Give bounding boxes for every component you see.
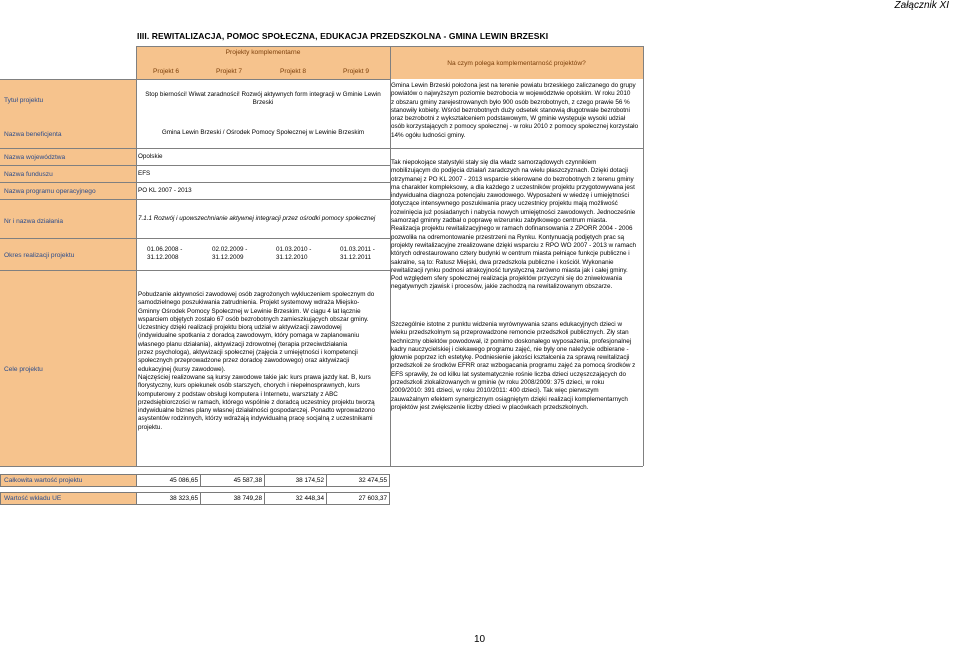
goals-line: społecznych przeprowadzone przez doradcę zawodowego) oraz aktywizacji [138, 357, 350, 365]
beneficiary-value: Gmina Lewin Brzeski / Ośrodek Pomocy Społecznej w Lewinie Brzeskim [161, 129, 365, 136]
divider [0, 182, 390, 183]
period-4 [340, 246, 375, 263]
text-line: indywidualna diagnoza potencjału zawodowego. Wyposażeni w wiedzę i umiejętności [391, 192, 629, 200]
text-line: stanowiły kobiety. Wśród bezrobotnych duży odsetek stanowią długotrwale bezrobotni [391, 106, 630, 114]
page-number: 10 [474, 634, 486, 645]
divider [0, 148, 643, 149]
goals-line: własnego planu działania), aktywizacji zdrowotnej (terapia przeciwdziałania [138, 340, 348, 348]
goals-line: samodzielnego poszukiwania zatrudnienia. Projekt systemowy wdraża Miejsko- [138, 299, 360, 307]
text-line: głownie poprzez ich estetykę. Podniesienie jakości kształcenia za sprawą rewitalizacji [391, 354, 630, 362]
period-3 [276, 246, 311, 263]
goals-line: edukacyjnej (kursy zawodowe). [138, 365, 226, 373]
text-line: rewitalizacji rynku podnosi atrakcyjność turystyczną zarówno miasta jak i całej gminy. [391, 266, 628, 274]
text-line: których odrestaurowano cztery budynki w centrum miasta pełniące funkcje publiczne i [391, 250, 630, 258]
period-1-start: 01.06.2008 - [147, 246, 183, 253]
goals-line: indywidualne biznes plany własnej działalności gospodarczej. Ponadto wprowadzono [138, 407, 375, 415]
voivodeship-value: Opolskie [138, 153, 163, 160]
total-value-4: 32 474,55 [326, 474, 390, 487]
period-2-start: 02.02.2009 - [212, 246, 248, 253]
divider [136, 46, 137, 466]
text-line: sakralne, są to: Ratusz Miejski, dwa przedszkola publiczne i kościół. Wykonanie [391, 258, 614, 266]
project-6-heading: Projekt 6 [153, 68, 180, 75]
goals-text [138, 291, 390, 432]
text-line: kadry nauczycielskiej i ciekawego programu zajęć, nie były one należycie odbierane - [391, 345, 629, 353]
goals-line: Pobudzanie aktywności zawodowej osób zagrożonych wykluczeniem społecznym do [138, 291, 375, 298]
label-voivodeship: Nazwa województwa [4, 154, 66, 161]
goals-line: florystyczny, kurs opiekunek osób starszych, chorych i niepełnosprawnych, kurs [138, 382, 360, 390]
divider [0, 238, 390, 239]
text-line: 14% ogółu ludności gminy. [391, 131, 466, 139]
program-value: PO KL 2007 - 2013 [138, 187, 192, 194]
label-action: Nr i nazwa działania [4, 218, 64, 225]
text-line: rozwinięcia już posiadanych i nabycia nowych umiejętności zawodowych. Jednocześnie [391, 208, 636, 216]
divider [0, 199, 390, 200]
project-7-heading: Projekt 7 [216, 68, 243, 75]
complementarity-paragraph-2 [391, 159, 643, 292]
period-4-start: 01.03.2011 - [340, 246, 375, 253]
goals-line: (indywidualne spotkania z doradcą zawodowym, który pomaga w zaplanowaniu [138, 332, 360, 340]
goals-line: przedsiębiorczości w ramach, którego wspólnie z doradcą uczestnicy projektu tworzą [138, 398, 375, 406]
goals-line: asystentów rodzinnych, którzy wdrażają indywidualną pracę socjalną z uczestnikami [138, 415, 373, 423]
complementarity-paragraph-1 [391, 82, 643, 140]
complementarity-question: Na czym polega komplementarność projektów? [447, 60, 586, 67]
text-line: samorząd gminny zadbał o poprawę wizerunku zabytkowego centrum miasta. [391, 217, 608, 225]
divider [0, 165, 390, 166]
project-8-heading: Projekt 8 [280, 68, 307, 75]
eu-value-4: 27 603,37 [326, 492, 390, 505]
divider [136, 46, 643, 47]
text-line: powiatów o najwyższym poziomie bezrobocia w województwie opolskim. W roku 2010 [391, 90, 631, 98]
text-line: z obszaru gminy zarejestrowanych było 900 osób bezrobotnych, z czego prawie 56 % [391, 98, 630, 106]
total-value-label-cell [0, 474, 137, 487]
page-title: IIII. REWITALIZACJA, POMOC SPOŁECZNA, EDUKACJA PRZEDSZKOLNA - GMINA LEWIN BRZESKI [137, 31, 549, 41]
period-3-end: 31.12.2010 [276, 254, 308, 262]
text-line: mobilizującym do podjęcia działań zaradczych na wielu płaszczyznach. Dzięki dotacji [391, 167, 628, 175]
complementarity-paragraph-3 [391, 321, 643, 412]
goals-line: komputerowy z podstaw obsługi komputera i Internetu, warsztaty z ABC [138, 390, 338, 398]
total-value-label: Całkowita wartość projektu [4, 477, 83, 484]
text-line: ma charakter kompleksowy, a dla każdego z uczestników projektu przygotowywana jest [391, 183, 635, 191]
period-2 [212, 246, 247, 263]
project-9-heading: Projekt 9 [343, 68, 370, 75]
text-line: przedszkoli zlokalizowanych w gminie (w roku 2008/2009: 375 dzieci, w roku [391, 379, 605, 387]
divider [0, 466, 643, 467]
action-value: 7.1.1 Rozwój i upowszechnianie aktywnej integracji przez ośrodki pomocy społecznej [138, 215, 376, 222]
eu-value-1: 38 323,65 [136, 492, 201, 505]
text-line: EFS sprawiły, że od kilku lat systematycznie rośnie liczba dzieci uczęszczających do [391, 370, 627, 378]
text-line: projektów jest zwiększenie liczby dzieci w placówkach przedszkolnych. [391, 403, 589, 411]
fund-value: EFS [138, 170, 151, 177]
text-line: zauważalnym efektem synergicznym osiągniętym dzięki realizacji komplementarnych [391, 395, 628, 403]
text-line: oraz bezrobotni z wykształceniem podstawowym, W gminie występuje wysoki udział [391, 115, 626, 123]
total-value-2: 45 587,38 [200, 474, 265, 487]
text-line: techniczny obiektów powodował, iż pomimo doskonałego wyposażenia, profesjonalnej [391, 337, 632, 345]
period-4-end: 31.12.2011 [340, 254, 372, 262]
eu-contribution-label: Wartość wkładu UE [4, 495, 62, 502]
label-goals: Cele projektu [4, 366, 43, 373]
project-title-value: Stop bierności! Wiwat zaradności! Rozwój aktywnych form integracji w Gminie Lewin Brzeski [145, 91, 381, 107]
text-line: Pod względem sfery społecznej realizacja projektów przyczyni się do zniwelowania [391, 275, 622, 283]
text-line: pozwoliła na odremontowanie przestrzeni na Rynku. Kontynuacją podjętych prac są [391, 233, 625, 241]
goals-line: Najczęściej realizowane są kursy zawodowe takie jak: kurs prawa jazdy kat. B, kurs [138, 373, 371, 381]
label-project-title: Tytuł projektu [4, 97, 44, 104]
text-line: negatywnych zjawisk i procesów, jakie zachodzą na rewitalizowanym obszarze. [391, 283, 613, 291]
period-2-end: 31.12.2009 [212, 254, 244, 262]
text-line: Szczególnie istotne z punktu widzenia wyrównywania szans edukacyjnych dzieci w [391, 321, 623, 328]
text-line: 2009/2010: 391 dzieci, w roku 2010/2011: 400 dzieci). Tak więc pierwszym [391, 387, 599, 395]
label-fund: Nazwa funduszu [4, 171, 53, 178]
divider [643, 46, 644, 466]
goals-line: projektu. [138, 423, 163, 431]
text-line: otrzymanej z PO KL 2007 - 2013 wsparcie skierowane do bezrobotnych z terenu gminy [391, 175, 634, 183]
goals-line: Uczestnicy dzięki realizacji projektu biorą udział w aktywizacji zawodowej [138, 324, 342, 332]
complementary-projects-heading: Projekty komplementarne [225, 49, 301, 56]
text-line: wieku przedszkolnym są przeprowadzone remoncie przedszkoli publicznych. Zły stan [391, 329, 629, 337]
eu-value-2: 38 749,28 [200, 492, 265, 505]
text-line: Tak niepokojące statystyki stały się dla władz samorządowych czynnikiem [391, 159, 597, 166]
eu-contribution-label-cell [0, 492, 137, 505]
period-1 [147, 246, 182, 263]
text-line: Realizacja projektu rewitalizacyjnego w ramach dofinansowania z ZPORR 2004 - 2006 [391, 225, 633, 233]
goals-line: wsparciem objętych zostało 67 osób bezrobotnych zamieszkujących obszar gminy. [138, 315, 369, 323]
label-period: Okres realizacji projektu [4, 252, 75, 259]
annex-label: Załącznik XI [894, 0, 949, 11]
label-beneficiary: Nazwa beneficjenta [4, 131, 62, 138]
text-line: dotyczące intensywnego poszukiwania pracy uczestnicy projektu mają możliwość [391, 200, 618, 208]
text-line: przedszkoli ze środków EFRR oraz wzbogacania programu zajęć za pomocą środków z [391, 362, 636, 370]
text-line: Gmina Lewin Brzeski położona jest na terenie powiatu brzeskiego zaliczanego do grupy [391, 82, 636, 89]
eu-value-3: 32 448,34 [264, 492, 327, 505]
goals-line: przez psychologa), aktywizacji społecznej (zajęcia z umiejętności i kompetencji [138, 349, 358, 357]
period-3-start: 01.03.2010 - [276, 246, 312, 253]
total-value-3: 38 174,52 [264, 474, 327, 487]
divider [0, 79, 390, 80]
total-value-1: 45 086,65 [136, 474, 201, 487]
text-line: osób korzystających z pomocy społecznej - w roku 2010 z pomocy społecznej korzystało [391, 123, 639, 131]
period-1-end: 31.12.2008 [147, 254, 179, 262]
goals-line: Gminny Ośrodek Pomocy Społecznej w Lewinie Brzeskim. W ciągu 4 lat łącznie [138, 307, 361, 315]
text-line: projekty rewitalizacyjne zrealizowane dzięki wsparciu z RPO WO 2007 - 2013 w ramach [391, 241, 636, 249]
label-program: Nazwa programu operacyjnego [4, 188, 96, 195]
divider [0, 270, 390, 271]
